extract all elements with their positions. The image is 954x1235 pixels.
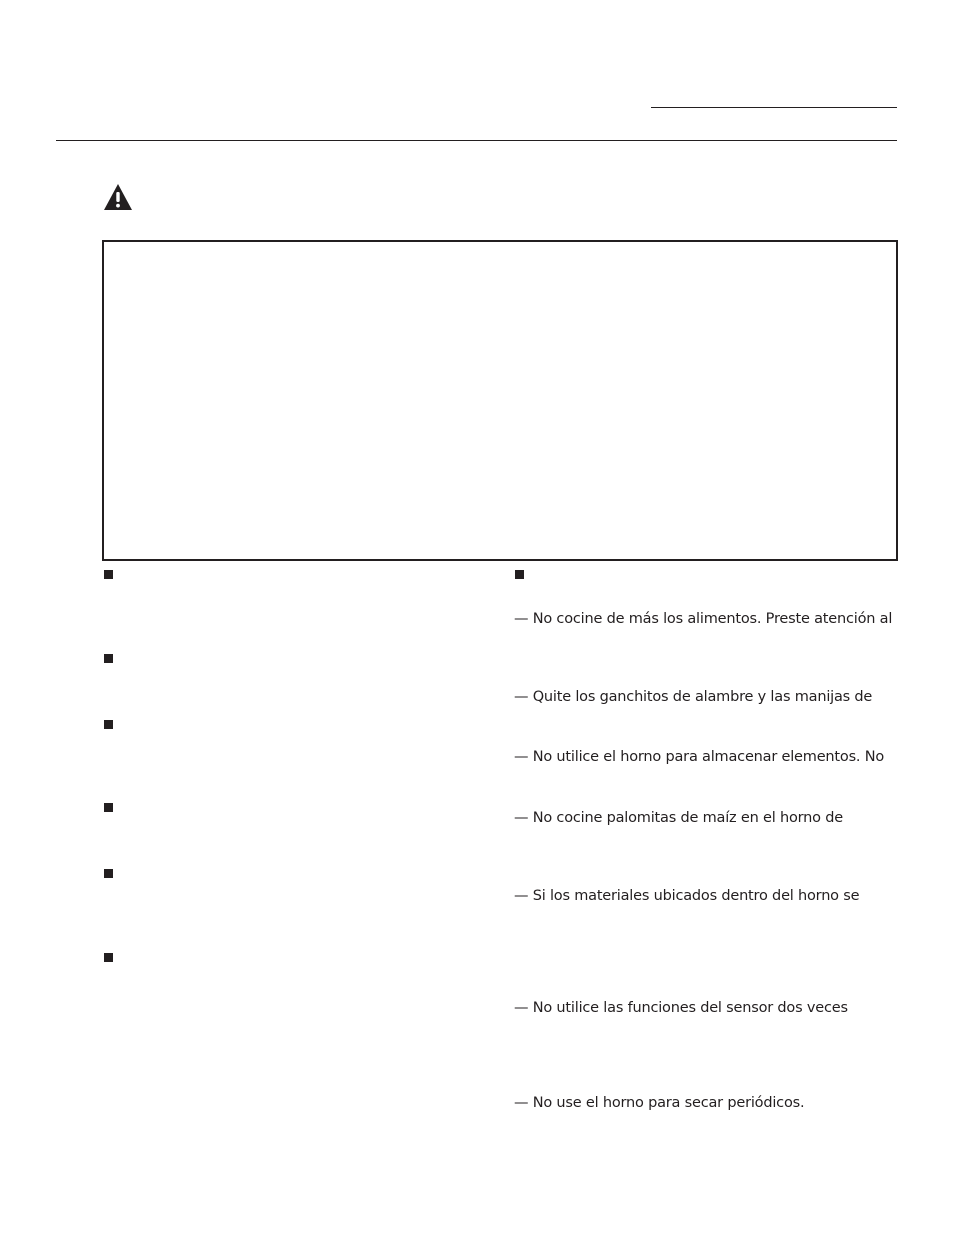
list-item: — No cocine palomitas de maíz en el horno de — [514, 810, 843, 826]
list-bullet — [104, 570, 113, 579]
warning-icon — [103, 183, 133, 211]
list-item: — No cocine de más los alimentos. Preste atención al — [514, 611, 893, 627]
list-bullet — [104, 803, 113, 812]
list-item: — Quite los ganchitos de alambre y las manijas de — [514, 689, 873, 705]
list-item: — No utilice el horno para almacenar elementos. No — [514, 749, 885, 765]
header-long-rule — [56, 140, 897, 141]
list-bullet — [104, 953, 113, 962]
list-bullet — [104, 869, 113, 878]
warning-box — [102, 240, 898, 561]
list-item: — No utilice las funciones del sensor dos veces — [514, 1000, 848, 1016]
list-bullet — [104, 654, 113, 663]
list-item: — No use el horno para secar periódicos. — [514, 1095, 805, 1111]
header-short-rule — [651, 107, 897, 108]
list-item: — Si los materiales ubicados dentro del horno se — [514, 888, 860, 904]
list-bullet — [104, 720, 113, 729]
list-bullet — [515, 570, 524, 579]
